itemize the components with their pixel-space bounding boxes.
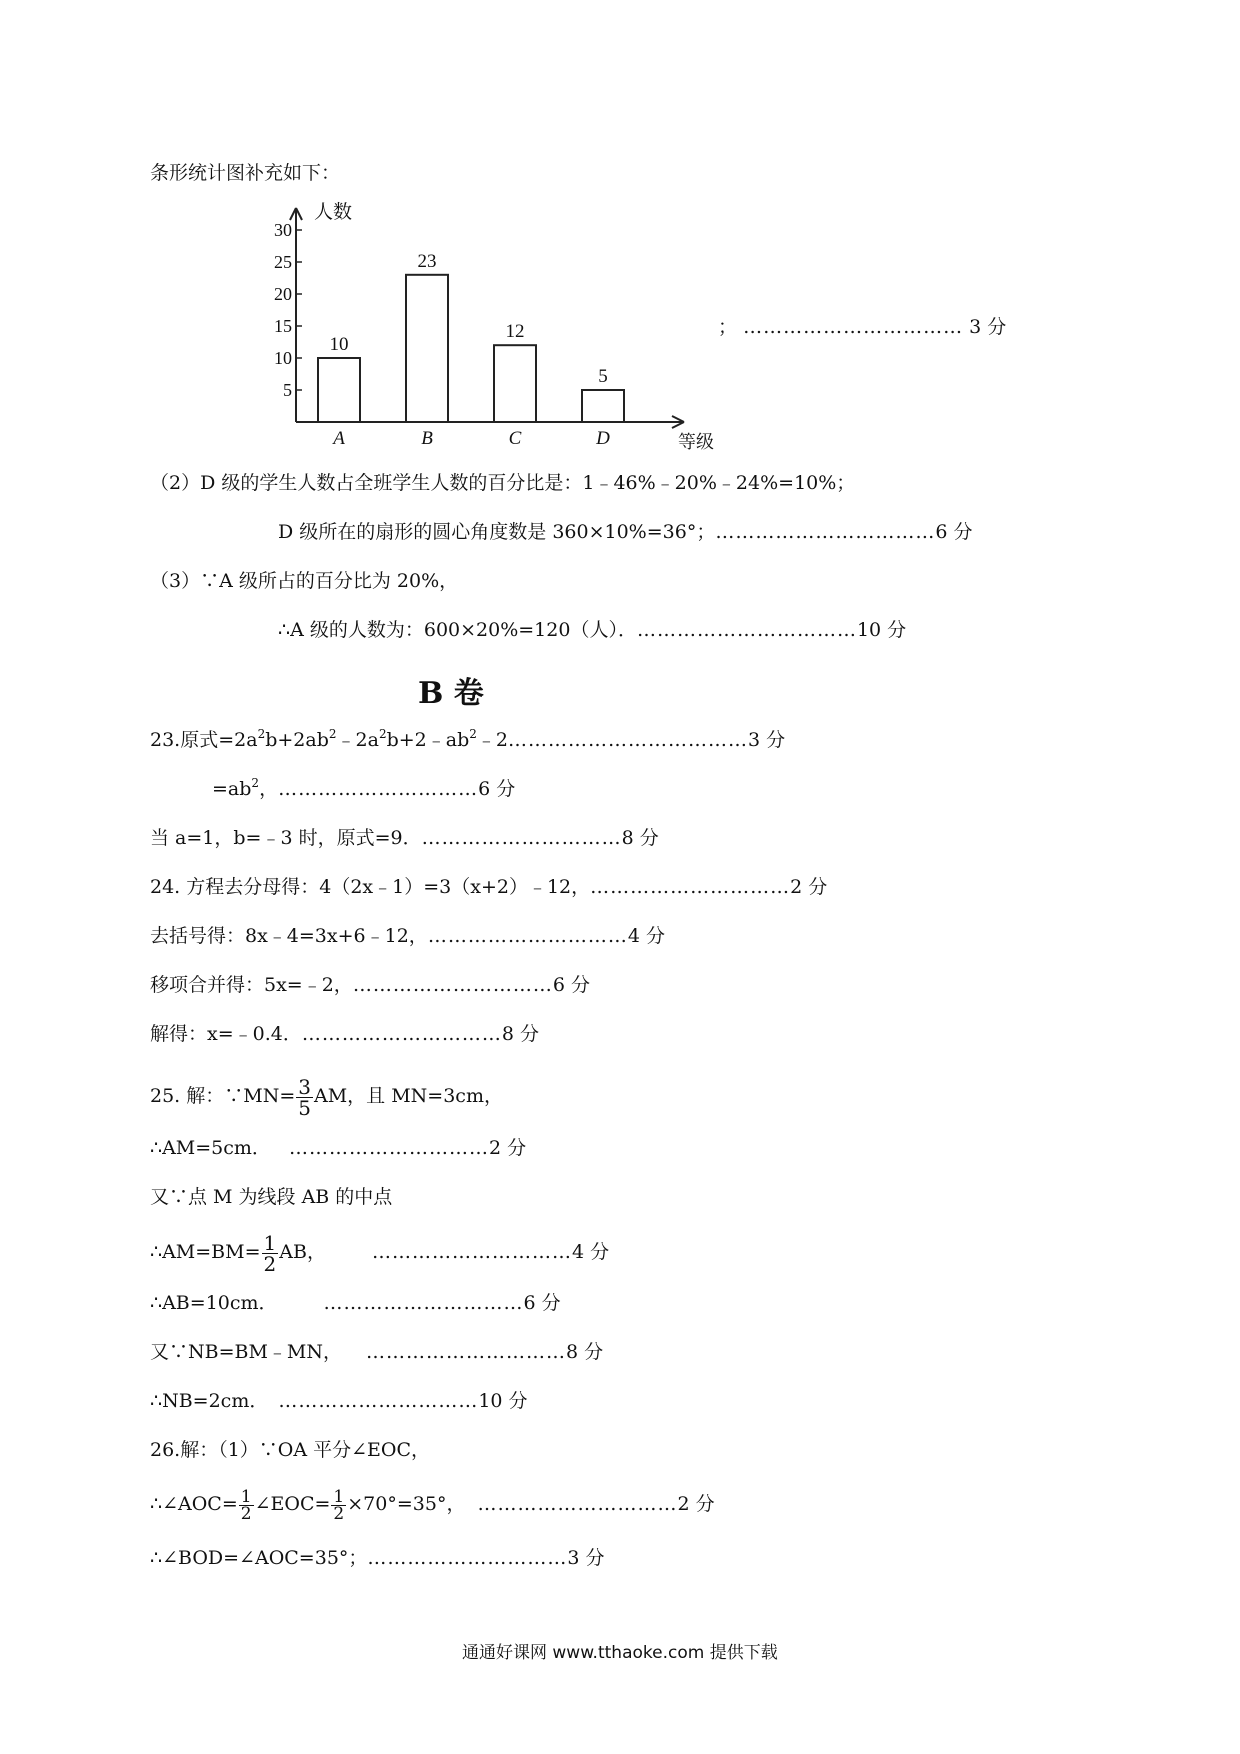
q24-line3-text: 移项合并得：5x=﹣2， [150,974,353,996]
q25-line6-text: 又∵NB=BM﹣MN， [150,1341,343,1363]
category-label: B [421,428,433,449]
q23-line3 [150,825,659,851]
fraction-numerator: 1 [240,1486,252,1507]
p2-line2-text: D 级所在的扇形的圆心角度数是 360×10%=36°； [278,521,716,543]
q23-line2-a: =ab [212,778,252,800]
fraction-denominator: 2 [333,1503,345,1524]
q25-line2-score: 2 分 [488,1137,527,1159]
y-tick-label: 10 [274,348,292,368]
bar-chart [260,200,720,452]
q26-line2 [150,1480,715,1528]
q25-line7-dots: ………………………… [278,1390,479,1412]
bar [494,345,536,422]
fraction-numerator: 1 [263,1230,277,1255]
q25-line4-score: 4 分 [571,1241,610,1263]
p2-line2-score: 6 分 [935,521,973,543]
y-tick-label: 15 [274,316,292,336]
fraction-1-2 [331,1486,346,1524]
q24-line3-score: 6 分 [552,974,590,996]
q23-line2-score: 6 分 [478,778,516,800]
fraction-3-5 [296,1074,313,1120]
q25-line1-b: AM，且 MN=3cm， [314,1085,503,1107]
q24-line4-score: 8 分 [501,1023,539,1045]
q25-line5-dots: ………………………… [323,1292,524,1314]
y-tick-label: 25 [274,252,292,272]
p3-line2-dots: …………………………… [636,619,857,641]
q26-line3-score: 3 分 [567,1547,605,1569]
fraction-denominator: 2 [240,1503,252,1524]
q25-line7 [150,1388,528,1414]
bar [582,390,624,422]
fraction-1-2 [262,1230,279,1276]
category-label: D [596,428,610,449]
q23-line2 [212,776,515,802]
q26-line2-dots: ………………………… [477,1493,678,1515]
p3-line2 [278,617,906,643]
q23-line1-sup3: 2 [378,727,387,741]
q23-line1-a: 23.原式=2a [150,729,258,751]
q24-line2 [150,923,665,949]
q24-line4-text: 解得：x=﹣0.4． [150,1023,302,1045]
q24-line3 [150,972,590,998]
category-label: A [333,428,345,449]
q25-line4 [150,1228,609,1276]
q25-line6-dots: ………………………… [366,1341,567,1363]
bar-value-label: 12 [505,321,525,343]
bar [318,358,360,422]
fraction-numerator: 3 [298,1074,311,1099]
p2-line1: （2）D 级的学生人数占全班学生人数的百分比是：1﹣46%﹣20%﹣24%=10%； [150,472,856,494]
fraction-numerator: 1 [333,1486,345,1507]
p2-line2 [278,519,972,545]
chart-score-line [718,314,1006,340]
intro-text: 条形统计图补充如下： [150,162,341,184]
q24-line1-text: 24. 方程去分母得：4（2x﹣1）=3（x+2）﹣12， [150,876,591,898]
q23-line1-sup4: 2 [469,727,477,741]
q25-line2-dots: ………………………… [288,1137,489,1159]
p3-line2-score: 10 分 [856,619,907,641]
q25-line7-score: 10 分 [478,1390,528,1412]
q23-line3-score: 8 分 [621,827,659,849]
q24-line4-dots: ………………………… [301,1023,502,1045]
q24-line1 [150,874,827,900]
q26-line2-c: ×70°=35°， [347,1493,466,1515]
q23-line2-b: ， [259,778,279,800]
q26-line3-text: ∴∠BOD=∠AOC=35°； [150,1547,368,1569]
fraction-denominator: 2 [263,1251,277,1276]
q24-line2-dots: ………………………… [427,925,628,947]
category-label: C [508,428,522,449]
x-axis-label: 等级 [678,432,714,452]
q23-line1 [150,727,785,753]
q25-line4-b: AB， [279,1241,326,1263]
q25-line2 [150,1135,526,1161]
bar-value-label: 23 [417,250,437,272]
bar-value-label: 5 [598,366,608,387]
q25-line5-score: 6 分 [523,1292,561,1314]
bar-value-label: 10 [329,334,349,355]
q26-line1: 26.解：（1）∵OA 平分∠EOC， [150,1439,431,1461]
q26-line2-score: 2 分 [677,1493,715,1515]
q26-line3 [150,1545,605,1571]
q23-line1-dots: ……………………………… [507,729,748,751]
q23-line1-sup2: 2 [328,727,337,741]
q23-line2-sup: 2 [251,776,260,790]
footer-text: 通通好课网 www.tthaoke.com 提供下载 [462,1643,778,1663]
p2-line2-dots: …………………………… [715,521,936,543]
chart-score-sep: ； [718,316,738,338]
q23-line3-text: 当 a=1，b=﹣3 时，原式=9． [150,827,422,849]
y-tick-label: 20 [274,284,292,304]
p3-line2-text: ∴A 级的人数为：600×20%=120（人）． [278,619,637,641]
q25-line1 [150,1072,503,1120]
q25-line6 [150,1339,603,1365]
q25-line5 [150,1290,561,1316]
q25-line6-score: 8 分 [566,1341,604,1363]
fraction-denominator: 5 [298,1095,311,1120]
y-tick-label: 30 [274,220,292,240]
q25-line3: 又∵点 M 为线段 AB 的中点 [150,1186,393,1208]
q25-line1-a: 25. 解：∵MN= [150,1085,296,1107]
q25-line4-dots: ………………………… [371,1241,572,1263]
bar [406,275,448,422]
q23-line1-d: b+2﹣ab [386,729,470,751]
q24-line1-score: 2 分 [790,876,828,898]
q25-line2-text: ∴AM=5cm． [150,1137,271,1159]
chart-score-dots: …………………………… [743,316,964,338]
y-axis-label: 人数 [314,201,353,223]
q23-line1-c: ﹣2a [336,729,379,751]
section-title: B 卷 [418,676,484,711]
q23-line1-sup1: 2 [257,727,266,741]
q23-line1-b: b+2ab [265,729,329,751]
y-tick-label: 5 [283,380,292,400]
q25-line4-a: ∴AM=BM= [150,1241,261,1263]
q23-line3-dots: ………………………… [421,827,622,849]
fraction-1-2 [239,1486,254,1524]
q25-line7-text: ∴NB=2cm． [150,1390,269,1412]
q26-line2-a: ∴∠AOC= [150,1493,238,1515]
p3-line1: （3）∵A 级所占的百分比为 20%， [150,570,459,592]
q24-line3-dots: ………………………… [352,974,553,996]
q24-line2-text: 去括号得：8x﹣4=3x+6﹣12， [150,925,428,947]
q23-line2-dots: ………………………… [278,778,479,800]
q24-line1-dots: ………………………… [590,876,791,898]
q23-line1-score: 3 分 [747,729,786,751]
q25-line5-text: ∴AB=10cm． [150,1292,278,1314]
q26-line3-dots: ………………………… [367,1547,568,1569]
chart-score-value: 3 分 [969,316,1007,338]
q24-line4 [150,1021,539,1047]
q26-line2-b: ∠EOC= [254,1493,331,1515]
q24-line2-score: 4 分 [627,925,665,947]
q23-line1-e: ﹣2 [476,729,508,751]
